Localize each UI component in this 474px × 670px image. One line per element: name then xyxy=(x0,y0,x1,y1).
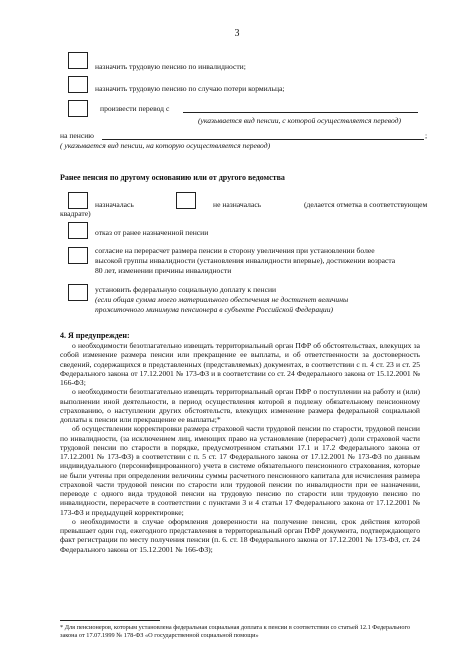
checkbox-refuse-previous[interactable] xyxy=(68,222,88,239)
refuse-previous-label: отказ от ранее назначенной пенсии xyxy=(95,228,209,237)
option-label-transfer: произвести перевод с xyxy=(100,104,170,113)
checkbox-assigned[interactable] xyxy=(68,192,88,209)
to-pension-end: ; xyxy=(425,131,428,140)
checkbox-recalculation-consent[interactable] xyxy=(68,247,88,264)
warned-heading: 4. Я предупрежден: xyxy=(60,331,130,340)
mark-note-line-2: квадрате) xyxy=(60,209,91,218)
warned-paragraph-2: о необходимости безотлагательно извещать территориальный орган ПФР о поступлении на работу и (или) выполнении иной деятельности, в период осуществления которой я подлежу обязательному пенсионному страхованию, о наступлении других обстоятельств, влекущих изменение размера федеральной социальной доплаты к пенсии или прекращение ее выплаты;* xyxy=(60,387,420,424)
transfer-from-field[interactable] xyxy=(183,112,418,113)
not-assigned-label: не назначалась xyxy=(213,200,262,209)
supplement-line-3: прожиточного минимума пенсионера в субъекте Российской Федерации) xyxy=(95,305,334,314)
supplement-line-2: (если общая сумма моего материального обеспечения не достигнет величины xyxy=(95,295,349,304)
to-pension-field[interactable] xyxy=(102,139,424,140)
checkbox-not-assigned[interactable] xyxy=(176,192,196,209)
checkbox-disability-pension[interactable] xyxy=(68,52,88,69)
footnote-separator xyxy=(60,620,160,621)
warned-paragraph-4: о необходимости в случае оформления доверенности на получение пенсии, срок действия которой превышает один год, ежегодного представления в территориальный орган ПФР документа, подтверждающего факт регистрации по месту получения пенсии (п. 6. ст. 18 Федерального закона от 17.12.2001 № 173-ФЗ, ст. 24 Федерального закона от 15.12.2001 № 166-ФЗ); xyxy=(60,516,420,554)
page-number: 3 xyxy=(234,28,240,39)
assigned-label: назначалась xyxy=(95,200,134,209)
recalc-line-2: высокой группы инвалидности (установления инвалидности впервые), достижении возраста xyxy=(95,256,396,265)
recalc-line-1: согласие на перерасчет размера пенсии в сторону увеличения при установлении более xyxy=(95,246,375,255)
warned-paragraphs xyxy=(60,341,420,554)
mark-note-line-1: (делается отметка в соответствующем xyxy=(304,200,428,209)
option-label-survivor: назначить трудовую пенсию по случаю потери кормильца; xyxy=(95,84,285,93)
warned-paragraph-1: о необходимости безотлагательно извещать территориальный орган ПФР об обстоятельствах, влекущих за собой изменение размера пенсии или прекращение ее выплаты, и об ответственности за достоверность сведений, содержащихся в представленных (представляемых) документах, в соответствии с п. 4 ст. 23 и ст. 25 Федерального закона от 17.12.2001 № 173-ФЗ и в соответствии со ст. 24 Федерального закона от 15.12.2001 № 166-ФЗ; xyxy=(60,341,420,387)
checkbox-survivor-pension[interactable] xyxy=(68,76,88,93)
warned-paragraph-3: об осуществлении корректировки размера страховой части трудовой пенсии по старости, трудовой пенсии по инвалидности, (за исключением лиц, имеющих право на установление (перерасчет) доли страховой части трудовой пенсии по старости в порядке, предусмотренном статьями 17.1 и 17.2 Федерального закона от 17.12.2001 № 173-ФЗ) в соответствии с п. 5 ст. 17 Федерального закона от 17.12.2001 № 173-ФЗ по данным индивидуального (персонифицированного) учета в системе обязательного пенсионного страхования, которые не были учтены при определении величины суммы расчетного пенсионного капитала для исчисления размера страховой части трудовой пенсии по старости или трудовой пенсии по инвалидности при ее назначении, переводе с одного вида трудовой пенсии на трудовую пенсию по старости или трудовую пенсию по инвалидности, перерасчете в соответствии с пунктами 3 и 4 статьи 17 Федерального закона от 17.12.2001 № 173-ФЗ и предыдущей корректировке; xyxy=(60,424,420,517)
to-pension-label: на пенсию xyxy=(60,131,94,140)
supplement-line-1: установить федеральную социальную доплату к пенсии xyxy=(95,285,277,294)
earlier-pension-heading: Ранее пенсия по другому основанию или от другого ведомства xyxy=(60,173,285,182)
checkbox-transfer-pension[interactable] xyxy=(68,100,88,117)
recalc-line-3: 80 лет, изменении причины инвалидности xyxy=(95,266,232,275)
to-pension-hint: ( указывается вид пенсии, на которую осуществляется перевод) xyxy=(60,141,271,150)
footnote: * Для пенсионеров, которым установлена федеральная социальная доплата к пенсии в соответствии со статьей 12.1 Федерального закона от 17.07.1999 № 178-ФЗ «О государственной социальной помощи» xyxy=(60,624,411,639)
transfer-from-hint: (указывается вид пенсии, с которой осуществляется перевод) xyxy=(198,116,402,125)
option-label-disability: назначить трудовую пенсию по инвалидности; xyxy=(95,62,246,71)
checkbox-social-supplement[interactable] xyxy=(68,284,88,301)
